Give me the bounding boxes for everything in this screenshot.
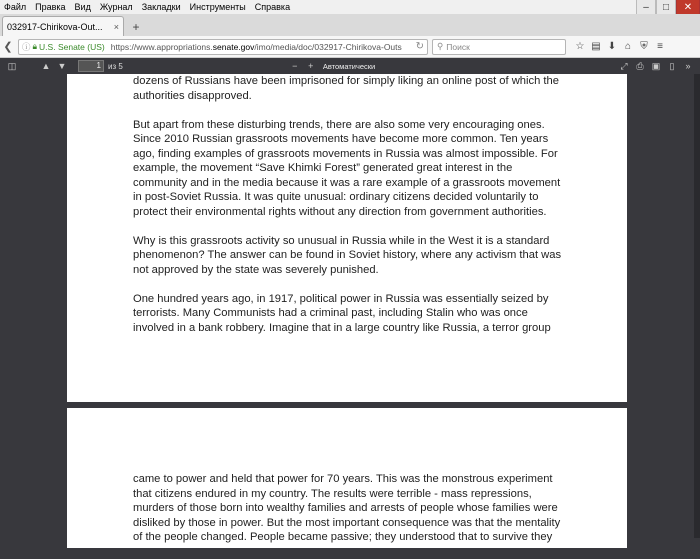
info-icon[interactable]: ⓘ	[22, 41, 31, 52]
new-tab-button[interactable]: +	[132, 20, 140, 34]
download-icon[interactable]: ⬇	[607, 41, 617, 52]
lock-icon: 🔒︎	[32, 41, 38, 51]
tab-close-icon[interactable]: ×	[113, 21, 119, 32]
paragraph: came to power and held that power for 70 years. This was the monstrous experiment that citizens endured in my country. The results were terrible - mass repressions, murders of those born into wealthy families and arrests of people whose families were disliked by those in power. But the most important consequence was that the mentality of the people changed. People became passive; they understood that to survive they	[133, 473, 561, 543]
url-text[interactable]: https://www.appropriations.senate.gov/imo/media/doc/032917-Chirikova-Outs	[110, 41, 402, 52]
tab-title: 032917-Chirikova-Out...	[7, 21, 103, 32]
tab-document[interactable]	[2, 16, 124, 36]
site-identity[interactable]: U.S. Senate (US)	[39, 41, 105, 52]
zoom-in-icon[interactable]: +	[308, 61, 314, 71]
page-1-text	[133, 74, 563, 350]
zoom-select[interactable]: Автоматически	[322, 61, 376, 71]
menu-tools[interactable]: Инструменты	[189, 2, 246, 12]
maximize-icon[interactable]: □	[656, 0, 676, 16]
tab-bar	[0, 14, 700, 36]
bookmark-star-icon[interactable]: ☆	[575, 41, 585, 52]
menu-icon[interactable]: ≡	[657, 41, 663, 52]
search-icon: ⚲	[437, 41, 444, 51]
nav-bar	[0, 36, 700, 58]
page-total: из 5	[108, 61, 123, 71]
reading-list-icon[interactable]: ▤	[591, 41, 601, 52]
back-icon[interactable]: ❮	[3, 41, 13, 53]
menu-file[interactable]: Файл	[4, 2, 27, 12]
paragraph: One hundred years ago, in 1917, political power in Russia was essentially seized by terrorists. Many Communists had a criminal past, including Stalin who was once involved in a bank robbery. Imagine that in a large country like Russia, a terror group	[133, 292, 551, 334]
paragraph: dozens of Russians have been imprisoned for simply liking an online post of which the authorities disapproved.	[133, 75, 559, 102]
pdf-toolbar	[0, 58, 700, 74]
tools-icon[interactable]: »	[685, 61, 691, 71]
reload-icon[interactable]: ↻	[415, 41, 424, 52]
sidebar-toggle-icon[interactable]: ◫	[7, 60, 17, 71]
paragraph: But apart from these disturbing trends, there are also some very encouraging ones. Since 2010 Russian grassroots movements have become more common. Ten years ago, finding examples of grassroots movements in Russia was almost impossible. For example, the movement “Save Khimki Forest” generated great interest in the community and in the media because it was a rare example of a grassroots movement in post-Soviet Russia. It was quite unusual: ordinary citizens decided voluntarily to protect their environmental rights without any direction from government authorities.	[133, 118, 561, 218]
next-page-icon[interactable]: ▼	[57, 61, 67, 71]
paragraph: Why is this grassroots activity so unusual in Russia while in the West it is a standard phenomenon? The answer can be found in Soviet history, where any activism that was not approved by the state was severely punished.	[133, 234, 562, 276]
home-icon[interactable]: ⌂	[624, 41, 632, 52]
url-bar[interactable]	[18, 39, 428, 55]
search-placeholder: Поиск	[446, 41, 470, 52]
pdf-viewer[interactable]	[0, 74, 700, 543]
close-window-icon[interactable]: ✕	[676, 0, 700, 16]
menu-view[interactable]: Вид	[74, 2, 91, 12]
shield-icon[interactable]: ⛨	[640, 41, 648, 52]
pdf-page-1	[67, 74, 627, 402]
menu-edit[interactable]: Правка	[35, 2, 66, 12]
toolbar-icons	[572, 39, 668, 55]
scrollbar[interactable]	[694, 74, 700, 538]
menu-help[interactable]: Справка	[254, 2, 291, 12]
minimize-icon[interactable]: –	[636, 0, 656, 16]
page-2-text	[133, 472, 563, 559]
menu-bookmarks[interactable]: Закладки	[141, 2, 181, 12]
prev-page-icon[interactable]: ▲	[41, 61, 51, 71]
menu-history[interactable]: Журнал	[99, 2, 133, 12]
menu-bar	[0, 0, 700, 14]
bookmark-icon[interactable]: ▯	[669, 60, 675, 71]
save-icon[interactable]: ▣	[651, 60, 661, 71]
search-input[interactable]	[432, 39, 566, 55]
zoom-out-icon[interactable]: −	[292, 61, 298, 71]
page-number-input[interactable]: 1	[78, 60, 104, 72]
fullscreen-icon[interactable]: ⤢	[620, 60, 628, 71]
pdf-page-2	[67, 408, 627, 548]
print-icon[interactable]: ⎙	[636, 60, 644, 71]
